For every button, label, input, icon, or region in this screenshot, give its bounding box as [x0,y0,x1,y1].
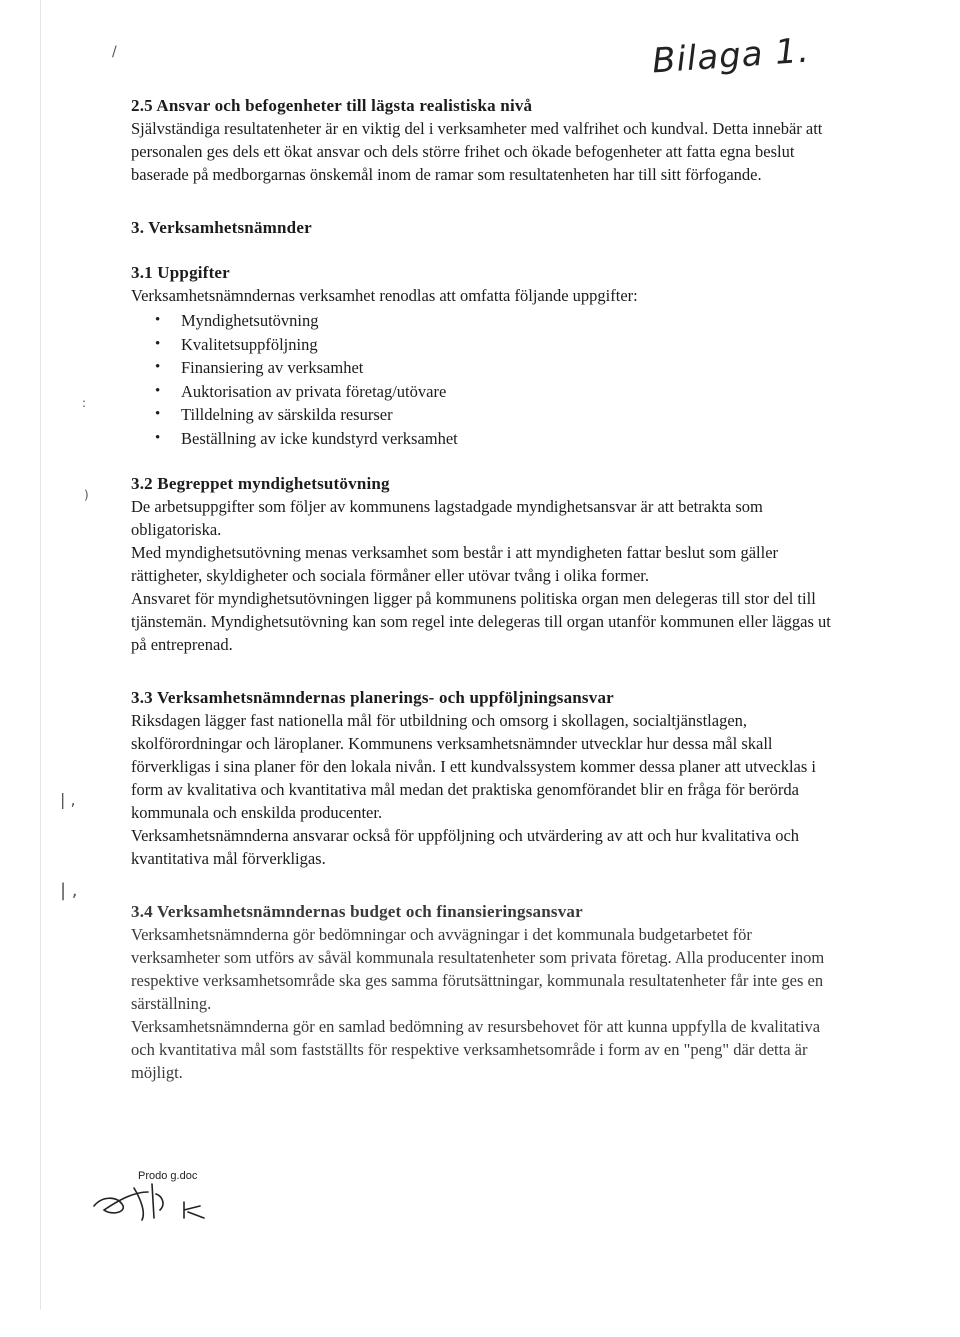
margin-mark: ) [84,488,89,502]
paragraph: Självständiga resultatenheter är en viktig del i verksamheter med valfrihet och kundval. Detta innebär att personalen ges dels ett ökat ansvar och dels större frihet och ökade befogenheter att fatta egna beslut baserade på medborgarnas önskemål inom de ramar som resultatenheten har till sitt förfogande. [131,119,823,184]
margin-mark: / [112,44,117,60]
list-item: • Beställning av icke kundstyrd verksamhet [153,427,831,451]
paragraph: Riksdagen lägger fast nationella mål för utbildning och omsorg i skollagen, socialtjänstlagen, skolförordningar och läroplaner. Kommunens verksamhetsnämnder utvecklar hur dessa mål skall förverkligas i sina planer för den lokala nivån. I ett kundvalssystem kommer dessa planer att utvecklas i form av kvalitativa och kvantitativa mål medan det praktiska genomförandet blir en fråga för berörda kommunala och enskilda producenter. [131,711,817,822]
section-3-2 [131,472,831,656]
section-heading: 3.2 Begreppet myndighetsutövning [131,474,390,493]
list-item: • Auktorisation av privata företag/utövare [153,380,831,404]
section-heading: 3.4 Verksamhetsnämndernas budget och finansieringsansvar [131,902,583,921]
section-2-5 [131,94,831,186]
section-3-3 [131,686,831,870]
section-heading: 3.3 Verksamhetsnämndernas planerings- och uppföljningsansvar [131,688,614,707]
task-list [131,309,831,450]
section-heading: 3.1 Uppgifter [131,263,230,282]
list-item: • Myndighetsutövning [153,309,831,333]
paragraph: Verksamhetsnämnderna gör en samlad bedömning av resursbehovet för att kunna uppfylla de kvalitativa och kvantitativa mål som fastställts för respektive verksamhetsområde i form av en "peng" där detta är möjligt. [131,1017,821,1082]
paragraph: Verksamhetsnämnderna gör bedömningar och avvägningar i det kommunala budgetarbetet för verksamheter som utförs av såväl kommunala resultatenheter som privata företag. Alla producenter inom respektive verksamhetsområde ska ges samma förutsättningar, kommunala resultatenheter får inte ges en särställning. [131,925,825,1013]
section-3 [131,216,831,239]
footer-signature [88,1162,228,1222]
paragraph: Med myndighetsutövning menas verksamhet som består i att myndigheten fattar beslut som gäller rättigheter, skyldigheter och sociala förmåner eller utövar tvång i olika former. [131,543,779,585]
list-item: • Tilldelning av särskilda resurser [153,403,831,427]
document-body [131,94,831,1084]
footer-filename: Prodo g.doc [138,1170,198,1182]
paragraph: Verksamhetsnämnderna ansvarar också för uppföljning och utvärdering av att och hur kvalitativa och kvantitativa mål förverkligas. [131,826,800,868]
paragraph: Verksamhetsnämndernas verksamhet renodlas att omfatta följande uppgifter: [131,286,638,305]
handwritten-stamp: Bilaga 1. [651,30,812,82]
paragraph: De arbetsuppgifter som följer av kommunens lagstadgade myndighetsansvar är att betrakta som obligatoriska. [131,497,763,539]
section-heading: 3. Verksamhetsnämnder [131,218,312,237]
margin-mark: | , [60,790,76,809]
margin-mark: | , [60,880,78,901]
list-item: • Kvalitetsuppföljning [153,333,831,357]
paragraph: Ansvaret för myndighetsutövningen ligger på kommunens politiska organ men delegeras till stor del till tjänstemän. Myndighetsutövning kan som regel inte delegeras till organ utanför kommunen eller läggas ut på entreprenad. [131,589,831,654]
margin-mark: : [82,396,87,410]
list-item: • Finansiering av verksamhet [153,356,831,380]
section-3-1 [131,261,831,450]
section-3-4 [131,900,831,1084]
section-heading: 2.5 Ansvar och befogenheter till lägsta realistiska nivå [131,96,533,115]
scan-edge [40,0,41,1310]
